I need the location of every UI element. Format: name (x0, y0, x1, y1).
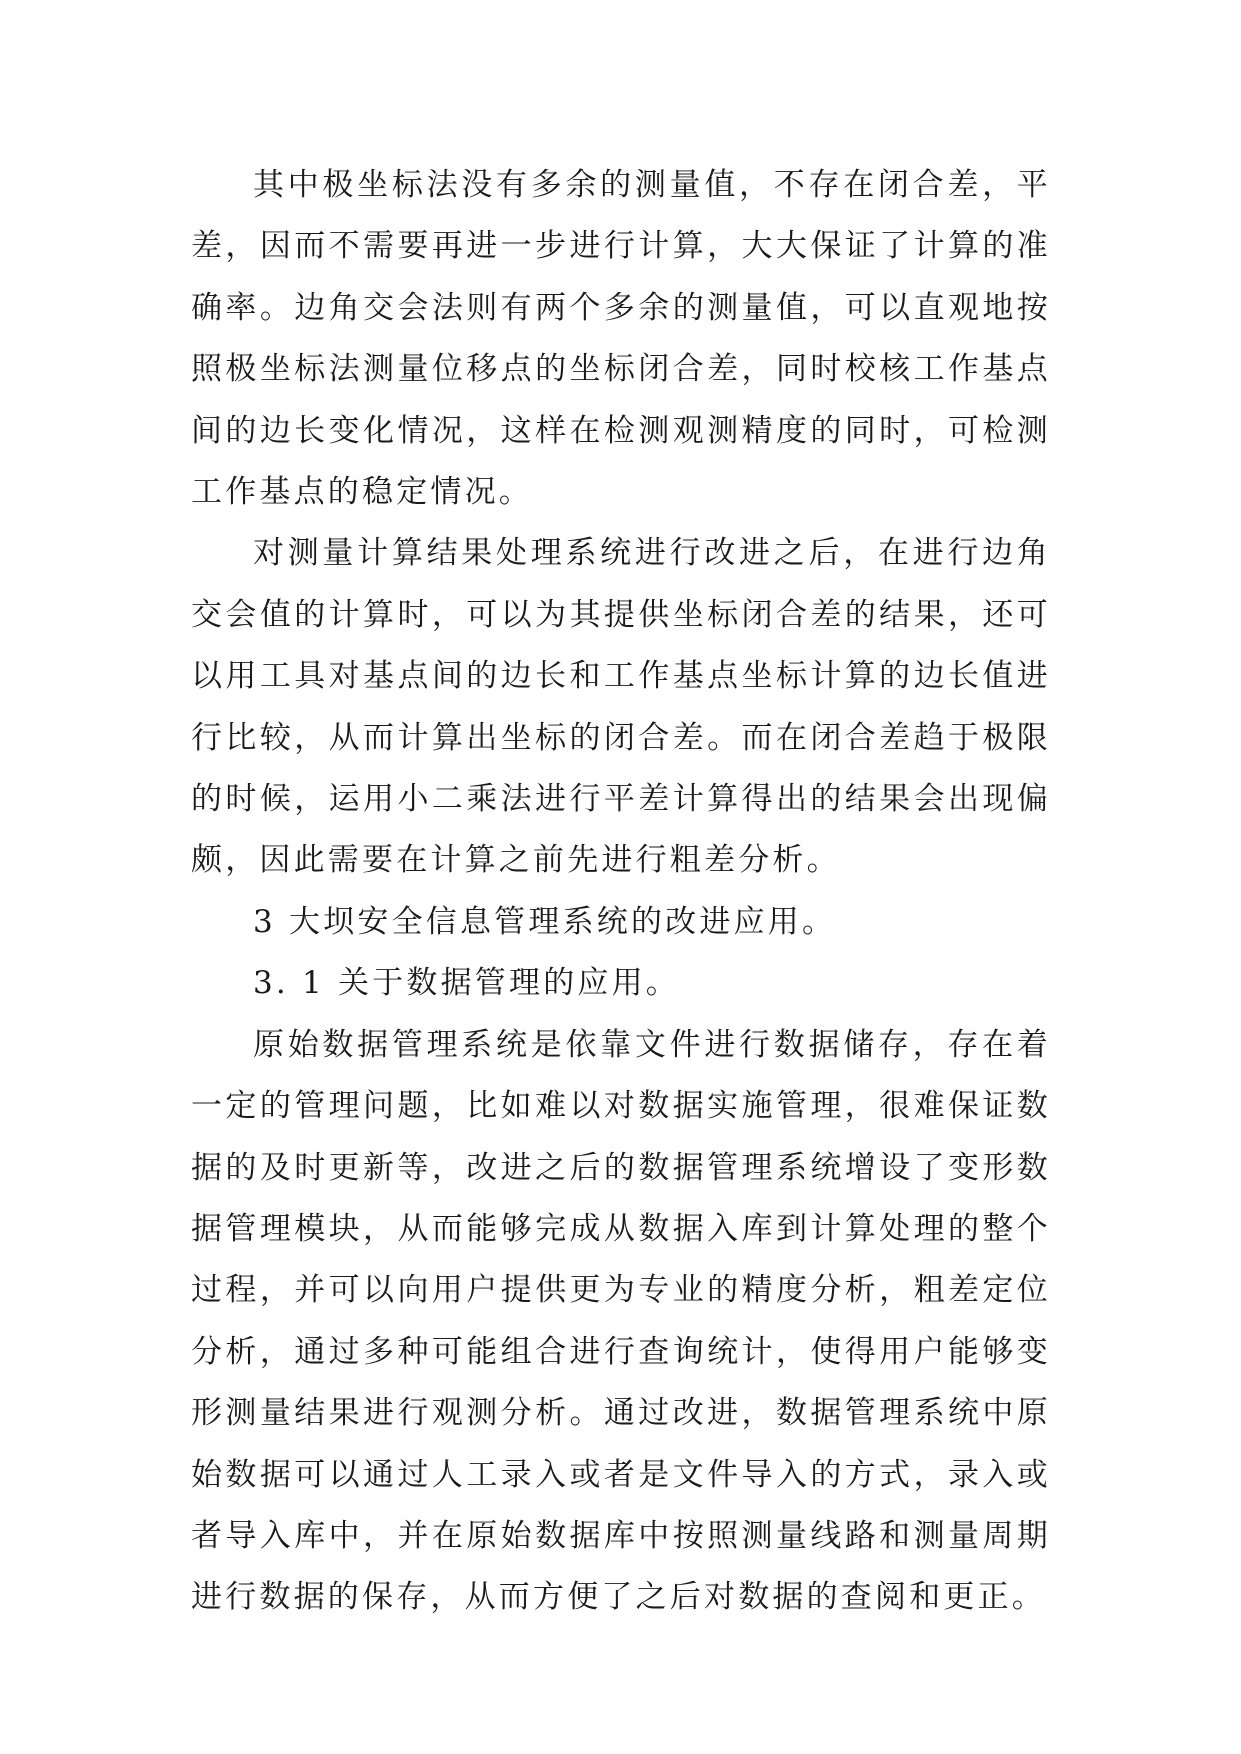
paragraph-data-management: 原始数据管理系统是依靠文件进行数据储存，存在着一定的管理问题，比如难以对数据实施管理，很难保证数据的及时更新等，改进之后的数据管理系统增设了变形数据管理模块，从而能够完成从数据入库到计算处理的整个过程，并可以向用户提供更为专业的精度分析，粗差定位分析，通过多种可能组合进行查询统计，使得用户能够变形测量结果进行观测分析。通过改进，数据管理系统中原始数据可以通过人工录入或者是文件导入的方式，录入或者导入库中，并在原始数据库中按照测量线路和测量周期进行数据的保存，从而方便了之后对数据的查阅和更正。 (191, 1026, 1051, 1616)
subsection-heading-3-1: 3. 1 关于数据管理的应用。 (253, 965, 681, 1002)
section-heading-3: 3 大坝安全信息管理系统的改进应用。 (253, 903, 837, 940)
paragraph-calculation-improvement: 对测量计算结果处理系统进行改进之后，在进行边角交会值的计算时，可以为其提供坐标闭合差的结果，还可以用工具对基点间的边长和工作基点坐标计算的边长值进行比较，从而计算出坐标的闭合差。而在闭合差趋于极限的时候，运用小二乘法进行平差计算得出的结果会出现偏颇，因此需要在计算之前先进行粗差分析。 (191, 535, 1051, 879)
document-body (191, 155, 1051, 1629)
paragraph-polar-method: 其中极坐标法没有多余的测量值，不存在闭合差，平差，因而不需要再进一步进行计算，大大保证了计算的准确率。边角交会法则有两个多余的测量值，可以直观地按照极坐标法测量位移点的坐标闭合差，同时校核工作基点间的边长变化情况，这样在检测观测精度的同时，可检测工作基点的稳定情况。 (191, 167, 1051, 511)
